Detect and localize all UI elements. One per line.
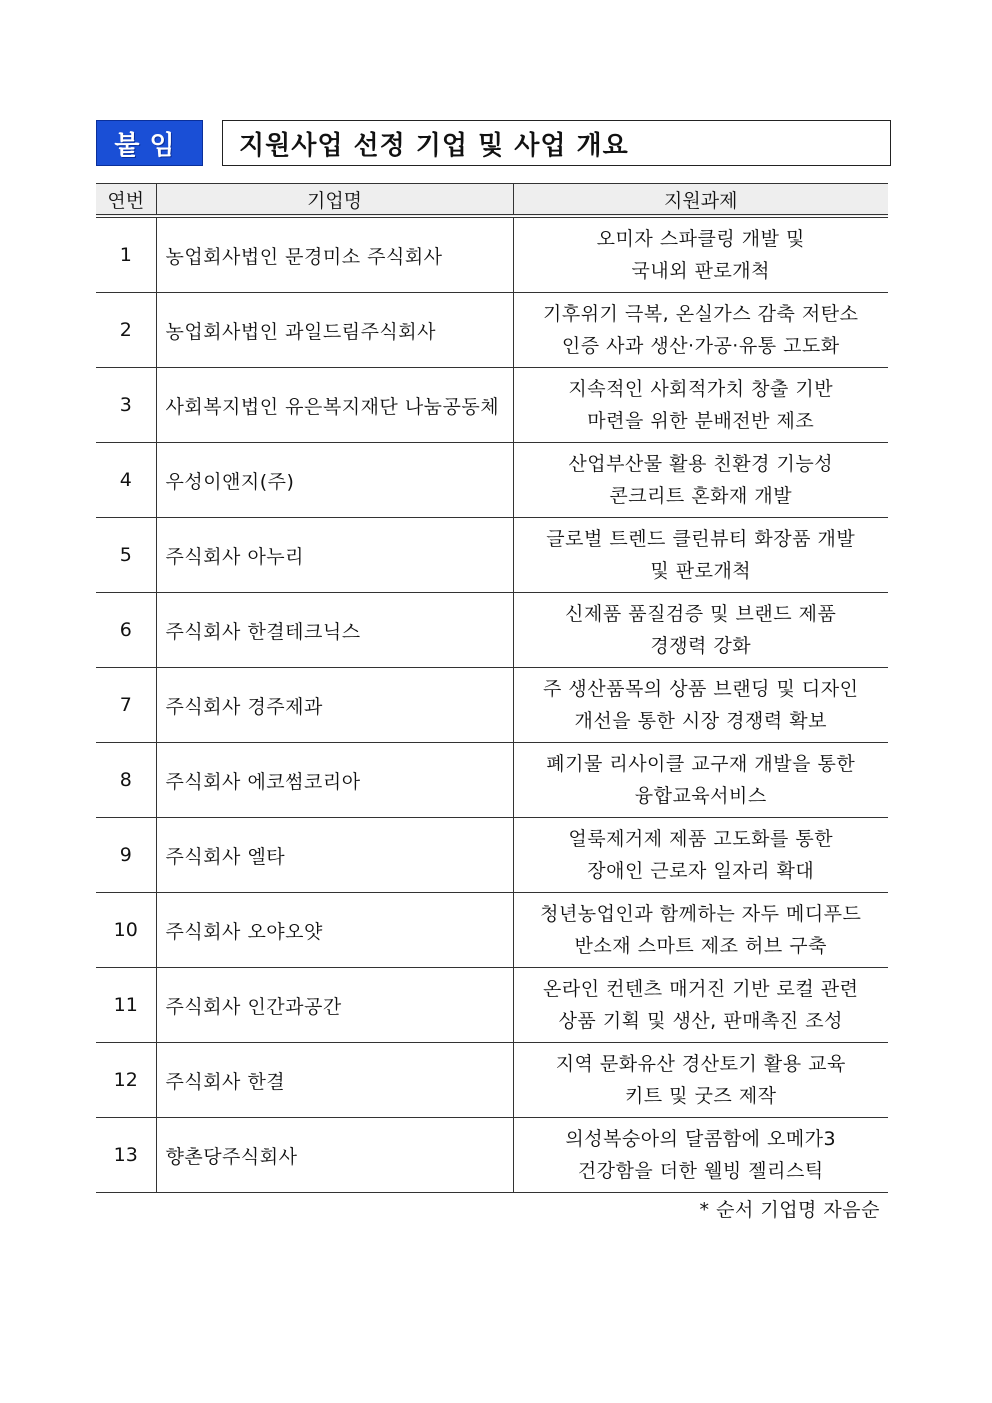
support-task-line: 및 판로개척: [650, 560, 752, 582]
support-task: [513, 293, 888, 368]
row-number: 7: [96, 668, 156, 743]
support-task-line: 상품 기획 및 생산, 판매촉진 조성: [558, 1010, 843, 1032]
attachment-badge: [96, 120, 203, 166]
table-row: [96, 518, 888, 593]
company-name: 주식회사 오야오얏: [156, 893, 513, 968]
support-task-line: 장애인 근로자 일자리 확대: [587, 860, 815, 882]
company-name: 주식회사 에코썸코리아: [156, 743, 513, 818]
table-row: [96, 668, 888, 743]
company-name: 주식회사 아누리: [156, 518, 513, 593]
support-task-line: 온라인 컨텐츠 매거진 기반 로컬 관련: [542, 978, 859, 1000]
table-row: [96, 368, 888, 443]
row-number: 8: [96, 743, 156, 818]
support-task: [513, 668, 888, 743]
column-header-company: 기업명: [156, 184, 513, 217]
support-task: [513, 818, 888, 893]
support-task-line: 국내외 판로개척: [631, 260, 771, 282]
support-task-line: 마련을 위한 분배전반 제조: [587, 410, 815, 432]
table-row: [96, 968, 888, 1043]
company-name: 주식회사 인간과공간: [156, 968, 513, 1043]
support-task-line: 얼룩제거제 제품 고도화를 통한: [568, 828, 834, 850]
table-row: [96, 743, 888, 818]
row-number: 6: [96, 593, 156, 668]
support-task-line: 산업부산물 활용 친환경 기능성: [568, 453, 834, 475]
company-name: 주식회사 한결: [156, 1043, 513, 1118]
row-number: 9: [96, 818, 156, 893]
table-row: [96, 443, 888, 518]
support-task: [513, 893, 888, 968]
support-task-line: 융합교육서비스: [634, 785, 767, 807]
support-task-line: 신제품 품질검증 및 브랜드 제품: [565, 603, 837, 625]
support-task: [513, 368, 888, 443]
company-name: 농업회사법인 문경미소 주식회사: [156, 216, 513, 293]
support-task-line: 개선을 통한 시장 경쟁력 확보: [574, 710, 827, 732]
company-name: 주식회사 경주제과: [156, 668, 513, 743]
support-task: [513, 1043, 888, 1118]
attachment-badge-label: 붙임: [114, 130, 185, 161]
table-header-row: [96, 184, 888, 217]
row-number: 5: [96, 518, 156, 593]
company-name: 주식회사 엘타: [156, 818, 513, 893]
row-number: 11: [96, 968, 156, 1043]
page-title-text: 지원사업 선정 기업 및 사업 개요: [239, 130, 629, 161]
company-name: 주식회사 한결테크닉스: [156, 593, 513, 668]
support-task-line: 콘크리트 혼화재 개발: [609, 485, 793, 507]
row-number: 3: [96, 368, 156, 443]
column-header-number: 연번: [96, 184, 156, 217]
support-task: [513, 593, 888, 668]
support-task-line: 반소재 스마트 제조 허브 구축: [574, 935, 827, 957]
selected-companies-table: [96, 183, 888, 1193]
support-task-line: 지속적인 사회적가치 창출 기반: [568, 378, 834, 400]
support-task-line: 기후위기 극복, 온실가스 감축 저탄소: [542, 303, 859, 325]
table-row: [96, 216, 888, 293]
table-row: [96, 1043, 888, 1118]
support-task: [513, 216, 888, 293]
company-name: 사회복지법인 유은복지재단 나눔공동체: [156, 368, 513, 443]
support-task-line: 청년농업인과 함께하는 자두 메디푸드: [540, 903, 862, 925]
company-name: 향촌당주식회사: [156, 1118, 513, 1193]
support-task: [513, 743, 888, 818]
column-header-task: 지원과제: [513, 184, 888, 217]
support-task-line: 경쟁력 강화: [650, 635, 752, 657]
support-task: [513, 1118, 888, 1193]
table-row: [96, 293, 888, 368]
table-row: [96, 818, 888, 893]
footnote: * 순서 기업명 자음순: [699, 1199, 880, 1221]
support-task-line: 폐기물 리사이클 교구재 개발을 통한: [546, 753, 856, 775]
table-row: [96, 593, 888, 668]
support-task: [513, 968, 888, 1043]
company-name: 농업회사법인 과일드림주식회사: [156, 293, 513, 368]
support-task: [513, 443, 888, 518]
support-task: [513, 518, 888, 593]
row-number: 1: [96, 216, 156, 293]
support-task-line: 주 생산품목의 상품 브랜딩 및 디자인: [542, 678, 859, 700]
support-task-line: 오미자 스파클링 개발 및: [596, 228, 805, 250]
row-number: 4: [96, 443, 156, 518]
support-task-line: 건강함을 더한 웰빙 젤리스틱: [577, 1160, 824, 1182]
table-row: [96, 1118, 888, 1193]
support-task-line: 키트 및 굿즈 제작: [624, 1085, 777, 1107]
support-task-line: 글로벌 트렌드 클린뷰티 화장품 개발: [546, 528, 856, 550]
row-number: 2: [96, 293, 156, 368]
support-task-line: 인증 사과 생산·가공·유통 고도화: [561, 335, 840, 357]
row-number: 12: [96, 1043, 156, 1118]
row-number: 13: [96, 1118, 156, 1193]
table-row: [96, 893, 888, 968]
row-number: 10: [96, 893, 156, 968]
support-task-line: 지역 문화유산 경산토기 활용 교육: [555, 1053, 846, 1075]
page-title: [222, 120, 891, 166]
company-name: 우성이앤지(주): [156, 443, 513, 518]
support-task-line: 의성복숭아의 달콤함에 오메가3: [565, 1128, 837, 1150]
